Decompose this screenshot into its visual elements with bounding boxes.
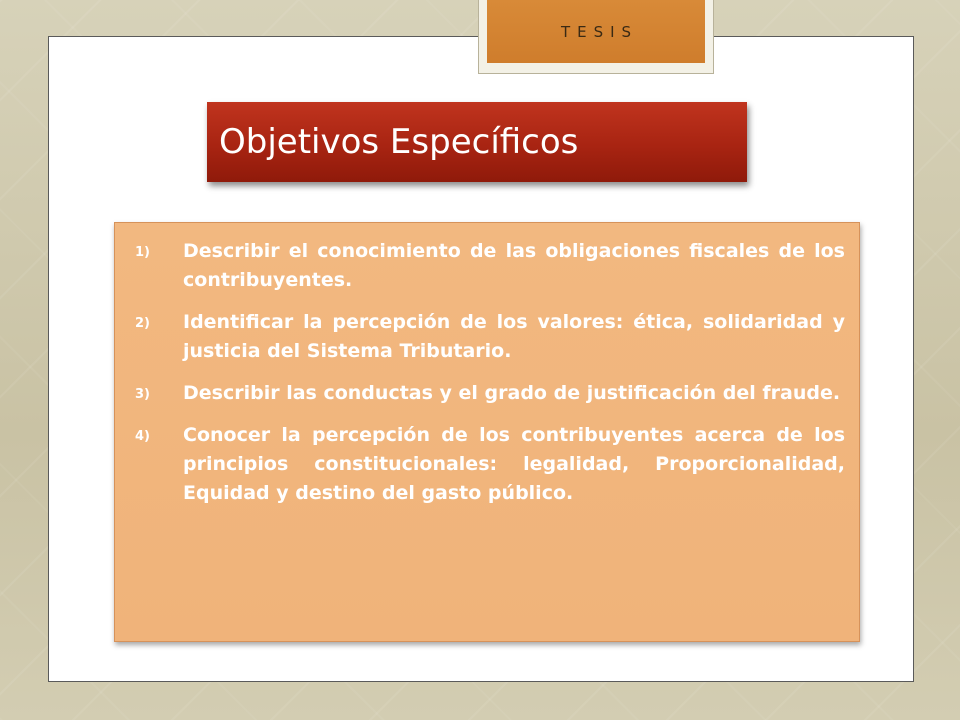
objective-item	[135, 379, 845, 408]
title-banner	[207, 102, 747, 182]
thesis-tag	[478, 0, 714, 74]
objective-number: 1)	[135, 245, 150, 260]
thesis-tag-label: TESIS	[560, 22, 639, 41]
objective-item	[135, 308, 845, 366]
objectives-box	[114, 222, 860, 642]
objective-number: 3)	[135, 387, 150, 402]
slide-title: Objetivos Específicos	[219, 122, 579, 162]
objective-item	[135, 421, 845, 508]
objective-text: Describir las conductas y el grado de justificación del fraude.	[183, 382, 841, 404]
objective-item	[135, 237, 845, 295]
objective-number: 2)	[135, 316, 150, 331]
objective-number: 4)	[135, 429, 150, 444]
objective-text: Conocer la percepción de los contribuyentes acerca de los principios constitucionales: legalidad, Proporcionalidad, Equidad y destino del gasto público.	[183, 424, 845, 504]
objective-text: Identificar la percepción de los valores: ética, solidaridad y justicia del Sistema Tributario.	[183, 311, 845, 362]
objective-text: Describir el conocimiento de las obligaciones fiscales de los contribuyentes.	[183, 240, 845, 291]
thesis-tag-fill	[487, 0, 705, 63]
